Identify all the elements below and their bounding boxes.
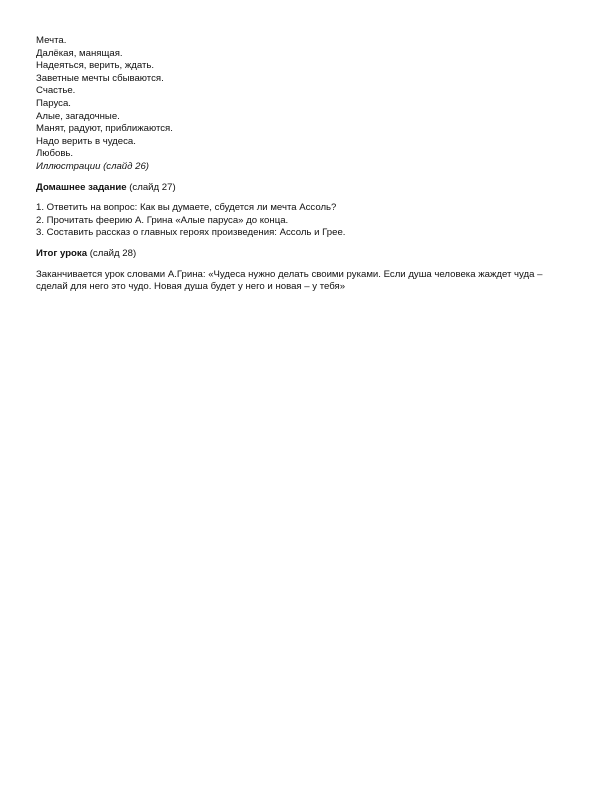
document-page	[36, 35, 576, 294]
poem-line: Заветные мечты сбываются.	[36, 72, 164, 84]
homework-title: Домашнее задание	[36, 181, 127, 193]
homework-list	[36, 202, 576, 240]
homework-item: 1. Ответить на вопрос: Как вы думаете, сбудется ли мечта Ассоль?	[36, 202, 337, 214]
poem-line: Мечта.	[36, 35, 67, 46]
poem-line: Алые, загадочные.	[36, 110, 120, 122]
summary-slide-ref: (слайд 28)	[89, 247, 137, 259]
homework-item: 2. Прочитать феерию А. Грина «Алые паруса» до конца.	[36, 214, 289, 226]
poem-line: Паруса.	[36, 97, 71, 109]
poem-block	[36, 35, 576, 174]
poem-line: Любовь.	[36, 148, 74, 160]
poem-line: Надеяться, верить, ждать.	[36, 60, 155, 72]
poem-line: Далёкая, манящая.	[36, 47, 123, 59]
poem-line: Надо верить в чудеса.	[36, 135, 136, 147]
homework-heading	[36, 182, 576, 195]
summary-paragraph: Заканчивается урок словами А.Грина: «Чудеса нужно делать своими руками. Если душа человека жаждет чуда – сделай для него это чудо. Новая душа будет у него и новая – у тебя»	[36, 268, 543, 293]
summary-title: Итог урока	[36, 247, 88, 259]
poem-line: Счастье.	[36, 85, 76, 97]
homework-item: 3. Составить рассказ о главных героях произведения: Ассоль и Грее.	[36, 227, 346, 239]
illustrations-note: Иллюстрации (слайд 26)	[36, 160, 149, 172]
homework-slide-ref: (слайд 27)	[129, 181, 176, 193]
summary-heading	[36, 248, 576, 261]
poem-line: Манят, радуют, приближаются.	[36, 123, 173, 135]
